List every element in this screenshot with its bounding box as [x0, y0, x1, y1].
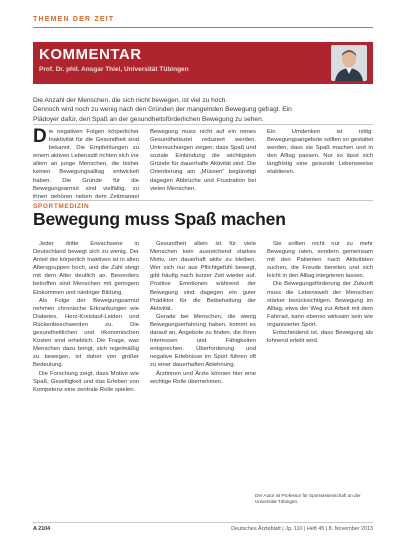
banner-author: Prof. Dr. phil. Ansgar Thiel, Universität Tübingen [39, 66, 189, 73]
teaser-line: Die Anzahl der Menschen, die sich nicht bewegen, ist viel zu hoch. [33, 97, 228, 104]
kommentar-text: ie negativen Folgen körperlicher Inaktivität für die Gesundheit sind bekannt. Die Empfehlungen zu einem aktiven Lebensstil richten sich vor allem an junge Menschen, die bisher keinen Bewegungsalltag entwickelt haben. Die Gründe für die Bewegungsarmut sind vielfältig, zu ihnen gehören neben dem Zeitmangel [33, 129, 139, 198]
paragraph: Die Forschung zeigt, dass Motive wie Spaß, Geselligkeit und das Erleben von Kompetenz eine zentrale Rolle spielen. [33, 370, 139, 393]
teaser-line: Dennoch wird noch zu wenig nach den Gründen der mangelnden Bewegung gefragt. Ein [33, 106, 292, 114]
headline: Bewegung muss Spaß machen [33, 209, 286, 229]
kommentar-text: Ein Umdenken ist nötig: Bewegungsangebote sollten so gestaltet werden, dass sie Spaß machen und in den Alltag passen. Nur so lässt sich langfristig eine gesunde Lebensweise etablieren. [267, 129, 373, 176]
banner-title: KOMMENTAR [39, 46, 142, 63]
paragraph: Entscheidend ist, dass Bewegung als lohnend erlebt wird. [267, 330, 373, 345]
paragraph: Als Folge der Bewegungsarmut nehmen chronische Erkrankungen wie Diabetes, Herz-Kreislauf-Leiden und Rückenbeschwerden zu. Die gesundheitlichen und ökonomischen Kosten sind erheblich. Die Frage, was Menschen dazu bringt, sich regelmäßig zu bewegen, ist daher von großer Bedeutung. [33, 297, 139, 369]
paragraph: Die Bewegungsförderung der Zukunft muss die Lebenswelt der Menschen stärker berücksichtigen. Bewegung im Alltag, etwa der Weg zur Arbeit mit dem Fahrrad, kann ebenso wirksam sein wie organisierter Sport. [267, 281, 373, 328]
paragraph: Gesundheit allein ist für viele Menschen kein ausreichend starkes Motiv, um dauerhaft aktiv zu bleiben. Wer sich nur aus Pflichtgefühl bewegt, gibt häufig nach kurzer Zeit wieder auf. Positive Emotionen während der Bewegung sind dagegen ein guter Prädiktor für die Beibehaltung der Aktivität. [150, 241, 256, 312]
article-column-1 [33, 240, 139, 518]
kommentar-column-3 [267, 128, 373, 198]
teaser-line: Plädoyer dafür, den Spaß an der gesundheitsförderlichen Bewegung zu sehen. [33, 115, 264, 123]
kicker: SPORTMEDIZIN [33, 203, 90, 210]
paragraph: Jeder dritte Erwachsene in Deutschland bewegt sich zu wenig. Der Anteil der körperlich Inaktiven ist in allen Altersgruppen hoch, und die Zahl steigt mit dem Alter deutlich an. Besonders betroffen sind Menschen mit geringem Einkommen und niedriger Bildung. [33, 241, 139, 296]
dropcap: D [33, 128, 47, 147]
teaser [33, 96, 373, 124]
section-label: THEMEN DER ZEIT [33, 16, 115, 23]
author-note: Der Autor ist Professor für Sportwissenschaft an der Universität Tübingen. [255, 493, 361, 504]
page-footer [33, 522, 373, 535]
author-portrait [331, 45, 367, 81]
divider [33, 200, 373, 201]
paragraph: Ärztinnen und Ärzte können hier eine wichtige Rolle übernehmen. [150, 370, 256, 385]
article-column-3 [267, 240, 373, 490]
section-rule [33, 27, 373, 28]
kommentar-column-2 [150, 128, 256, 198]
article-column-2 [150, 240, 256, 518]
divider [33, 124, 373, 125]
paragraph: Gerade bei Menschen, die wenig Bewegungserfahrung haben, kommt es darauf an, Angebote zu finden, die ihren Interessen und Fähigkeiten entsprechen. Überforderung und negative Erlebnisse im Sport führen oft zu einer dauerhaften Ablehnung. [150, 313, 256, 369]
paragraph: Sie sollten nicht nur zu mehr Bewegung raten, sondern gemeinsam mit den Patienten nach Aktivitäten suchen, die Freude bereiten und sich leicht in den Alltag integrieren lassen. [267, 241, 373, 280]
kommentar-banner [33, 42, 373, 84]
page-number: A 2104 [33, 526, 51, 532]
kommentar-text: Bewegung muss nicht auf ein reines Gesundheitsziel reduziert werden. Untersuchungen zeigen, dass Spaß und soziale Einbindung die wichtigsten Gründe für dauerhafte Aktivität sind. Die Orientierung am „Müssen“ begünstigt dagegen Abbrüche und Frustration bei vielen Menschen. [150, 129, 256, 192]
journal-citation: Deutsches Ärzteblatt | Jg. 110 | Heft 45 | 8. November 2013 [231, 526, 373, 532]
kommentar-column-1 [33, 128, 139, 198]
